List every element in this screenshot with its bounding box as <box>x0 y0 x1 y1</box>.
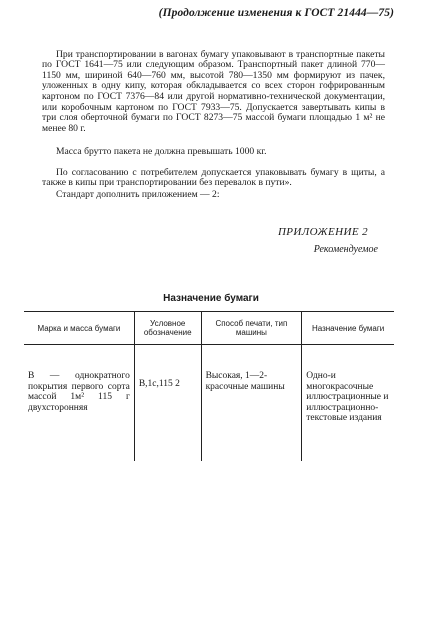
column-header-print-method: Способ печати, тип машины <box>201 312 302 345</box>
paragraph-transport-packaging: При транспортировании в вагонах бумагу упаковывают в транспортные пакеты по ГОСТ 1641—75 или следующим образом. Транспортный пакет длиной 770—1150 мм, шириной 640—760 мм, высотой 780—1350 мм формируют из пачек, уложенных в одну кипу, которая обкладывается со всех сторон гофрированным картоном по ГОСТ 7376—84 или другой нормативно-технической документации, или коробочным картоном по ГОСТ 7933—75. Допускается завертывать кипы в три слоя оберточной бумаги по ГОСТ 8273—75 массой бумаги площадью 1 м² не менее 80 г. <box>42 48 385 134</box>
paragraph-agreement: По согласованию с потребителем допускается упаковывать бумагу в щиты, а также в кипы при транспортировании без перевалок в пути». <box>42 166 385 189</box>
column-header-grade: Марка и масса бумаги <box>24 312 134 345</box>
paper-purpose-table <box>24 311 394 461</box>
paragraph-gross-mass: Масса брутто пакета не должна превышать 1000 кг. <box>56 145 267 157</box>
table-row <box>24 345 394 462</box>
cell-grade: В — однократного покрытия первого сорта массой 1м² 115 г двухсторонняя <box>28 371 130 413</box>
column-header-purpose: Назначение бумаги <box>302 312 394 345</box>
appendix-subtitle: Рекомендуемое <box>313 244 378 255</box>
cell-purpose: Одно-и многокрасочные иллюстрационные и иллюстрационно-текстовые издания <box>302 345 394 462</box>
appendix-title: ПРИЛОЖЕНИЕ 2 <box>277 226 368 238</box>
column-header-designation: Условное обозначение <box>134 312 201 345</box>
cell-print-method: Высокая, 1—2-красочные машины <box>201 345 302 462</box>
table-title: Назначение бумаги <box>163 293 259 304</box>
paragraph-appendix-note: Стандарт дополнить приложением — 2: <box>56 188 220 200</box>
table-header-row <box>24 312 394 345</box>
continuation-header: (Продолжение изменения к ГОСТ 21444—75) <box>158 7 394 19</box>
cell-designation: В,1с,115 2 <box>134 345 201 462</box>
